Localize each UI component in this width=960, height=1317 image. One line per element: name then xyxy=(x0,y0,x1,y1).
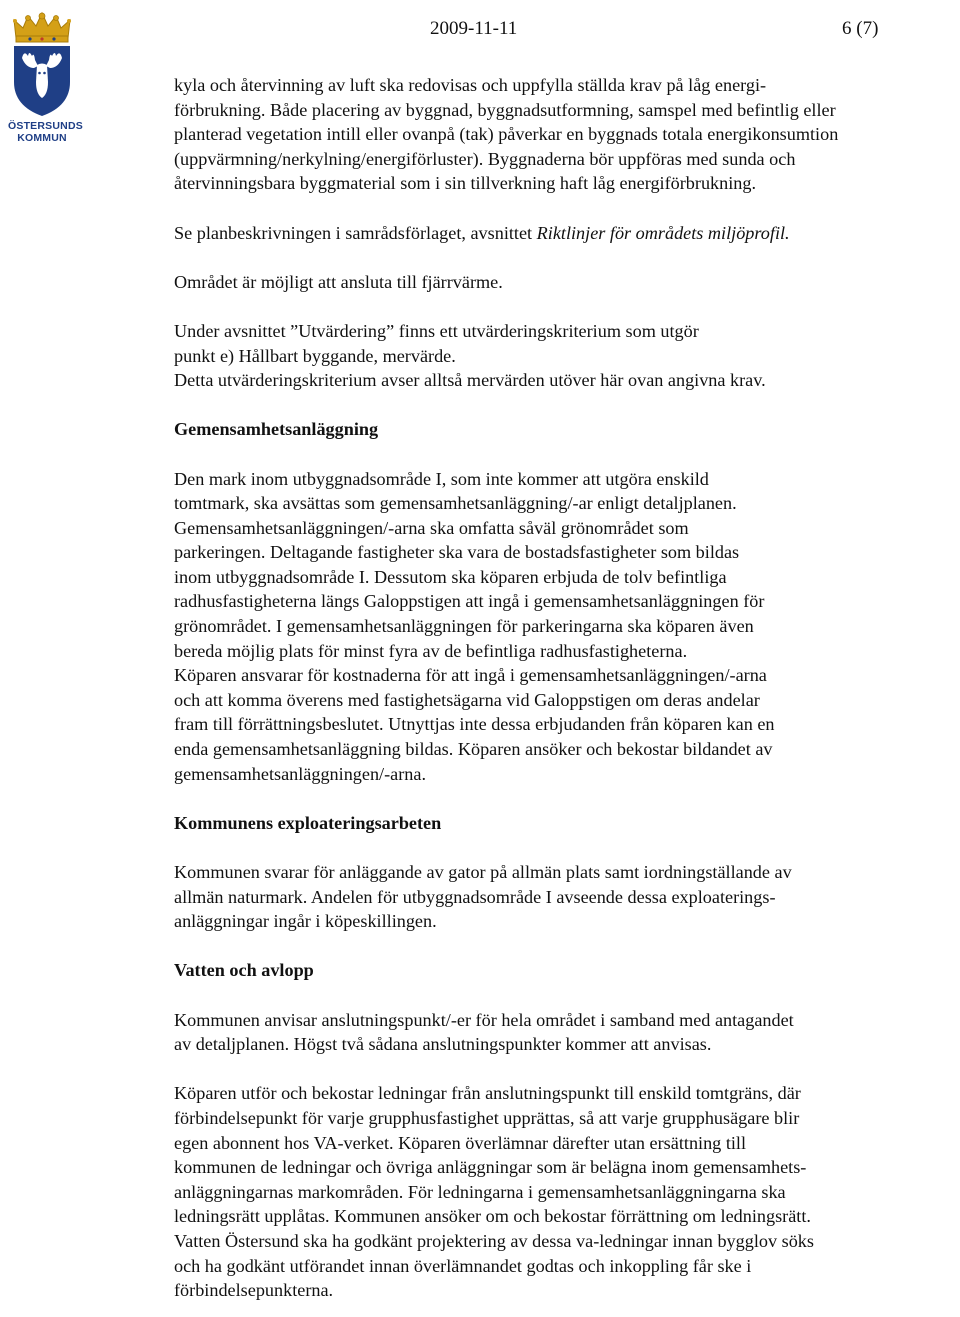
text-line: Kommunen svarar för anläggande av gator på allmän plats samt iordningställande av xyxy=(174,862,792,882)
text-line: bereda möjlig plats för minst fyra av de befintliga radhusfastigheterna. xyxy=(174,640,688,661)
text-line: Kommunen anvisar anslutningspunkt/-er för hela området i samband med antagandet xyxy=(174,1009,794,1030)
page-number: 6 (7) xyxy=(842,18,879,39)
text-line: punkt e) Hållbart byggande, mervärde. xyxy=(174,345,456,366)
section-heading-vatten: Vatten och avlopp xyxy=(174,960,314,981)
logo-line-1: ÖSTERSUNDS xyxy=(8,120,83,132)
section-heading-gemensamhet: Gemensamhetsanläggning xyxy=(174,419,379,440)
text-line: kommunen de ledningar och övriga anläggningar som är belägna inom gemensamhets- xyxy=(174,1157,807,1178)
text-line: (uppvärmning/nerkylning/energiförluster). Byggnaderna bör uppföras med sunda och xyxy=(174,148,796,169)
vatten-paragraph-2 xyxy=(174,1081,954,1302)
fjarrvarme-paragraph: Området är möjligt att ansluta till fjärrvärme. xyxy=(174,271,503,292)
text-line: enda gemensamhetsanläggning bildas. Köparen ansöker och bekostar bildandet av xyxy=(174,739,773,760)
text-line: ledningsrätt upplåtas. Kommunen ansöker om och bekostar förrättning om ledningsrätt. xyxy=(174,1206,811,1227)
planbeskrivning-paragraph xyxy=(174,221,954,246)
text-line: återvinningsbara byggmaterial som i sin tillverkning haft låg energiförbrukning. xyxy=(174,173,757,194)
planbeskrivning-text: Se planbeskrivningen i samrådsförlaget, avsnittet xyxy=(174,222,537,243)
text-line: Den mark inom utbyggnadsområde I, som inte kommer att utgöra enskild xyxy=(174,468,709,489)
planbeskrivning-reference: Riktlinjer för områdets miljöprofil. xyxy=(536,222,790,243)
text-line: egen abonnent hos VA-verket. Köparen överlämnar därefter utan ersättning till xyxy=(174,1132,747,1153)
intro-paragraph xyxy=(174,73,954,196)
text-line: kyla och återvinning av luft ska redovisas och uppfylla ställda krav på låg energi- xyxy=(174,75,767,95)
text-line: Köparen ansvarar för kostnaderna för att ingå i gemensamhetsanläggningen/-arna xyxy=(174,665,767,686)
gemensamhet-paragraph xyxy=(174,467,954,787)
logo-line-2: KOMMUN xyxy=(17,131,67,144)
text-line: och att komma överens med fastighetsägarna vid Galoppstigen om deras andelar xyxy=(174,689,760,710)
text-line: Köparen utför och bekostar ledningar från anslutningspunkt till enskild tomtgräns, där xyxy=(174,1083,801,1104)
text-line: allmän naturmark. Andelen för utbyggnadsområde I avseende dessa exploaterings- xyxy=(174,886,776,907)
text-line: förbindelsepunkterna. xyxy=(174,1280,334,1301)
text-line: parkeringen. Deltagande fastigheter ska vara de bostadsfastigheter som bildas xyxy=(174,542,740,563)
text-line: förbindelsepunkt för varje grupphusfastighet upprättas, så att varje grupphusägare blir xyxy=(174,1107,800,1128)
text-line: grönområdet. I gemensamhetsanläggningen för parkeringarna ska köparen även xyxy=(174,616,754,637)
text-line: radhusfastigheterna längs Galoppstigen att ingå i gemensamhetsanläggningen för xyxy=(174,591,765,612)
text-line: tomtmark, ska avsättas som gemensamhetsanläggning/-ar enligt detaljplanen. xyxy=(174,493,737,514)
document-body xyxy=(174,73,954,1303)
text-line: gemensamhetsanläggningen/-arna. xyxy=(174,763,427,784)
text-line: förbrukning. Både placering av byggnad, byggnadsutformning, samspel med befintlig eller xyxy=(174,99,836,120)
text-line: av detaljplanen. Högst två sådana anslutningspunkter kommer att anvisas. xyxy=(174,1034,712,1055)
municipality-logo xyxy=(8,10,83,150)
text-line: Detta utvärderingskriterium avser alltså mervärden utöver här ovan angivna krav. xyxy=(174,370,766,391)
document-date: 2009-11-11 xyxy=(430,18,518,39)
section-heading-exploatering: Kommunens exploateringsarbeten xyxy=(174,812,442,833)
utvardering-paragraph xyxy=(174,319,954,393)
text-line: fram till förrättningsbeslutet. Utnyttjas inte dessa erbjudanden från köparen kan en xyxy=(174,714,775,735)
text-line: Gemensamhetsanläggningen/-arna ska omfatta såväl grönområdet som xyxy=(174,517,689,538)
text-line: och ha godkänt utförandet innan överlämnandet godtas och inkoppling får ske i xyxy=(174,1255,752,1276)
crown-icon xyxy=(13,13,71,42)
exploatering-paragraph xyxy=(174,860,954,934)
text-line: Vatten Östersund ska ha godkänt projektering av dessa va-ledningar innan bygglov söks xyxy=(174,1230,814,1251)
text-line: planterad vegetation intill eller ovanpå (tak) påverkar en byggnads totala energikonsumtion xyxy=(174,124,839,145)
coat-of-arms-icon xyxy=(8,10,76,118)
text-line: anläggningar ingår i köpeskillingen. xyxy=(174,911,437,932)
text-line: inom utbyggnadsområde I. Dessutom ska köparen erbjuda de tolv befintliga xyxy=(174,566,727,587)
vatten-paragraph-1 xyxy=(174,1008,954,1057)
text-line: Under avsnittet ”Utvärdering” finns ett utvärderingskriterium som utgör xyxy=(174,320,699,341)
text-line: anläggningarnas markområden. För ledningarna i gemensamhetsanläggningarna ska xyxy=(174,1181,786,1202)
